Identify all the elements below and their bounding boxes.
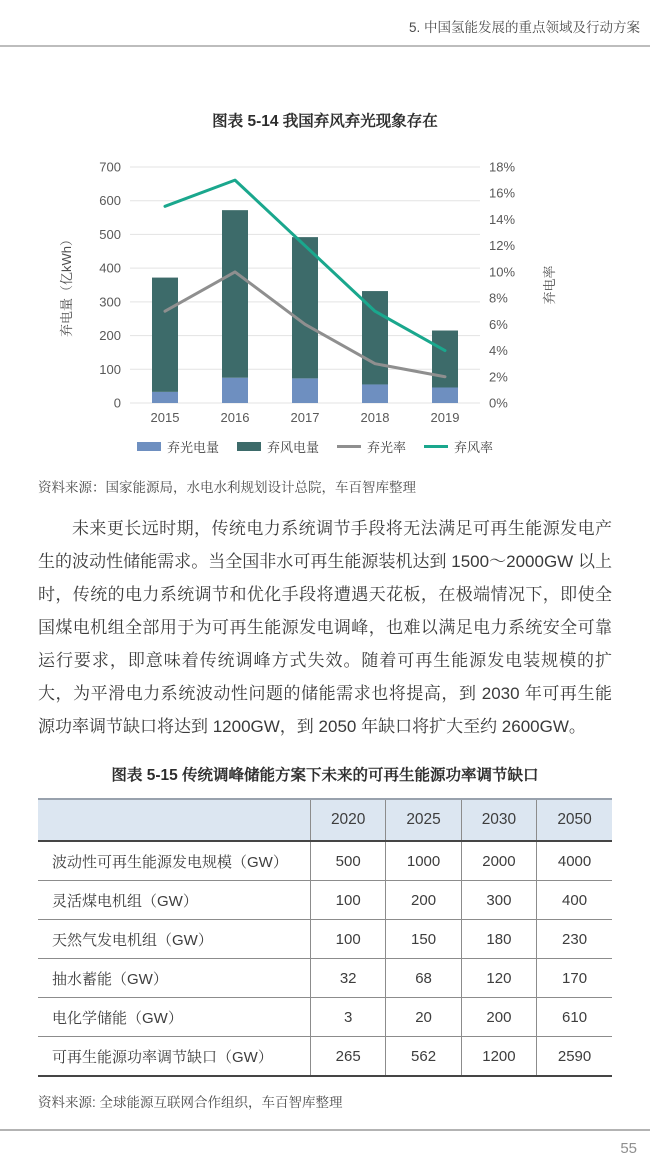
value-cell: 200	[461, 998, 536, 1037]
value-cell: 20	[386, 998, 461, 1037]
value-cell: 68	[386, 959, 461, 998]
left-tick-label: 400	[99, 260, 121, 276]
bar-segment-弃风电量	[432, 331, 458, 388]
page-number: 55	[620, 1140, 637, 1157]
left-axis-title: 弃电量（亿kWh）	[59, 232, 74, 338]
figure-5-14-source: 资料来源：国家能源局，水电水利规划设计总院，车百智库整理	[38, 480, 416, 495]
bar-segment-弃风电量	[222, 210, 248, 378]
row-label-cell: 波动性可再生能源发电规模（GW）	[52, 853, 288, 871]
value-cell: 32	[311, 959, 386, 998]
row-label-cell: 电化学储能（GW）	[52, 1009, 183, 1027]
chart-wrap	[55, 153, 575, 427]
table-body	[38, 841, 612, 1076]
left-tick-label: 500	[99, 226, 121, 242]
row-label-cell: 灵活煤电机组（GW）	[52, 892, 198, 910]
legend-swatch-弃光电量	[137, 442, 161, 451]
left-tick-label: 100	[99, 361, 121, 377]
legend-swatch-弃风率	[424, 445, 448, 448]
value-cell: 2590	[537, 1037, 612, 1077]
legend-label: 弃风率	[454, 440, 494, 455]
bar-segment-弃光电量	[362, 384, 388, 403]
table-corner-cell	[38, 799, 311, 841]
legend-swatch-弃光率	[337, 445, 361, 448]
table-row	[38, 841, 612, 881]
bar-segment-弃光电量	[152, 392, 178, 403]
page-header-title: 5. 中国氢能发展的重点领域及行动方案	[408, 20, 640, 35]
right-tick-label: 14%	[489, 211, 516, 227]
x-tick-label: 2017	[290, 410, 320, 425]
value-cell: 500	[311, 841, 386, 881]
right-tick-label: 0%	[489, 395, 508, 411]
row-label-cell: 天然气发电机组（GW）	[52, 931, 213, 949]
left-tick-label: 600	[99, 193, 121, 209]
bar-segment-弃风电量	[292, 237, 318, 378]
legend-item	[137, 437, 219, 456]
value-cell: 562	[386, 1037, 461, 1077]
value-cell: 180	[461, 920, 536, 959]
value-cell: 2000	[461, 841, 536, 881]
table-year-header: 2025	[386, 799, 461, 841]
value-cell: 610	[537, 998, 612, 1037]
bar-segment-弃风电量	[152, 278, 178, 392]
right-tick-label: 4%	[489, 343, 508, 359]
right-tick-label: 2%	[489, 369, 508, 385]
table-year-header: 2050	[537, 799, 612, 841]
left-tick-label: 300	[99, 294, 121, 310]
value-cell: 170	[537, 959, 612, 998]
table-year-header: 2030	[461, 799, 536, 841]
table-row	[38, 881, 612, 920]
bar-segment-弃光电量	[222, 378, 248, 403]
right-tick-label: 16%	[489, 185, 516, 201]
right-tick-label: 18%	[489, 159, 516, 175]
table-year-header: 2020	[311, 799, 386, 841]
x-tick-label: 2016	[220, 410, 250, 425]
value-cell: 265	[311, 1037, 386, 1077]
figure-5-15-source: 资料来源: 全球能源互联网合作组织，车百智库整理	[38, 1095, 343, 1110]
value-cell: 400	[537, 881, 612, 920]
right-tick-label: 12%	[489, 238, 516, 254]
x-tick-label: 2015	[150, 410, 180, 425]
legend-item	[424, 437, 493, 456]
x-tick-label: 2019	[430, 410, 460, 425]
body-paragraph: 未来更长远时期，传统电力系统调节手段将无法满足可再生能源发电产生的波动性储能需求。当全国非水可再生能源装机达到 1500～2000GW 以上时，传统的电力系统调节和优化手段将遭遇天花板，在极端情况下，即使全国煤电机组全部用于为可再生能源发电调峰，也难以满足电力系统安全可靠运行要求，即意味着传统调峰方式失效。随着可再生能源发电装规模的扩大，为平滑电力系统波动性问题的储能需求也将提高，到 2030 年可再生能源功率调节缺口将达到 1200GW，到 2050 年缺口将扩大至约 2600GW。	[38, 519, 612, 736]
right-tick-label: 10%	[489, 264, 516, 280]
value-cell: 200	[386, 881, 461, 920]
left-tick-label: 700	[99, 159, 121, 175]
right-tick-label: 8%	[489, 290, 508, 306]
value-cell: 1200	[461, 1037, 536, 1077]
legend-item	[237, 437, 319, 456]
curtailment-chart	[55, 153, 575, 427]
legend-label: 弃光率	[367, 440, 407, 455]
legend-swatch-弃风电量	[237, 442, 261, 451]
table-row	[38, 998, 612, 1037]
value-cell: 230	[537, 920, 612, 959]
row-label-cell: 抽水蓄能（GW）	[52, 970, 168, 988]
value-cell: 4000	[537, 841, 612, 881]
legend-item	[337, 437, 406, 456]
left-tick-label: 200	[99, 328, 121, 344]
figure-5-15-title: 图表 5-15 传统调峰储能方案下未来的可再生能源功率调节缺口	[111, 767, 539, 784]
table-row	[38, 1037, 612, 1077]
legend-label: 弃风电量	[266, 440, 319, 455]
value-cell: 120	[461, 959, 536, 998]
chart-legend	[55, 437, 575, 456]
legend-label: 弃光电量	[166, 440, 219, 455]
table-row	[38, 959, 612, 998]
value-cell: 3	[311, 998, 386, 1037]
figure-5-14-title: 图表 5-14 我国弃风弃光现象存在	[212, 113, 438, 130]
value-cell: 100	[311, 881, 386, 920]
value-cell: 100	[311, 920, 386, 959]
row-label-cell: 可再生能源功率调节缺口（GW）	[52, 1048, 273, 1066]
value-cell: 300	[461, 881, 536, 920]
bar-segment-弃风电量	[362, 291, 388, 384]
table-header-row	[38, 799, 612, 841]
gap-table	[38, 798, 612, 1077]
table-row	[38, 920, 612, 959]
value-cell: 150	[386, 920, 461, 959]
value-cell: 1000	[386, 841, 461, 881]
left-tick-label: 0	[113, 395, 121, 411]
bar-segment-弃光电量	[292, 378, 318, 403]
footer-rule	[0, 1129, 650, 1131]
bar-segment-弃光电量	[432, 387, 458, 403]
x-tick-label: 2018	[360, 410, 390, 425]
right-tick-label: 6%	[489, 316, 508, 332]
page-header	[0, 0, 650, 47]
right-axis-title: 弃电率	[542, 265, 557, 305]
